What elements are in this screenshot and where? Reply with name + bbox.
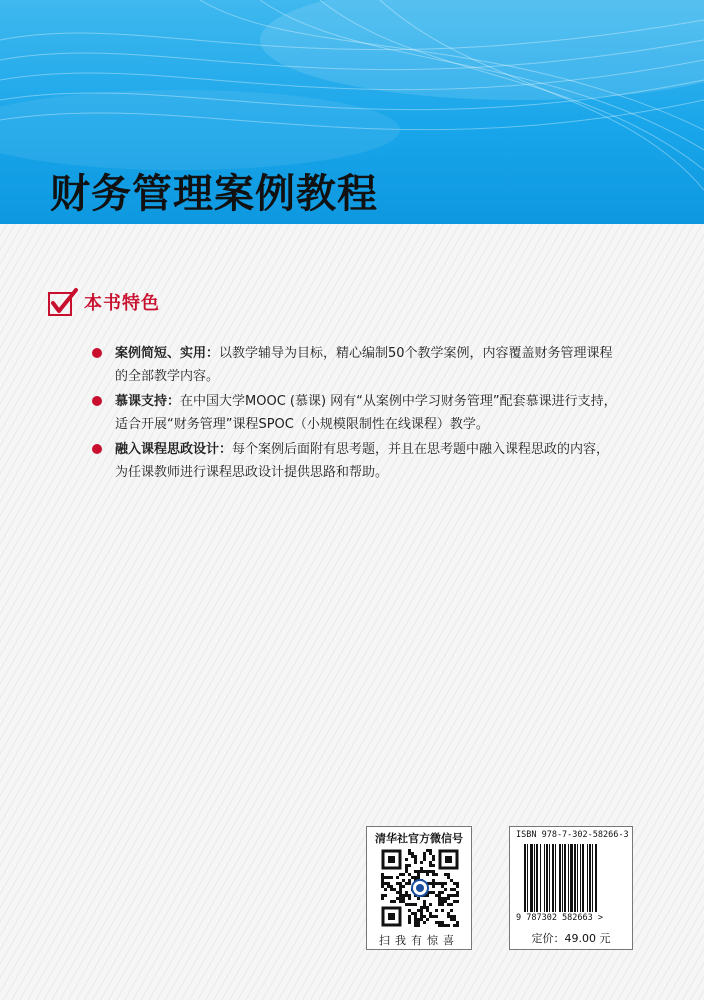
feature-item bbox=[92, 438, 622, 484]
feature-text: 每个案例后面附有思考题，并且在思考题中融入课程思政的内容，为任课教师进行课程思政设计提供思路和帮助。 bbox=[115, 442, 610, 480]
bullet-dot bbox=[92, 348, 102, 358]
features-list bbox=[92, 342, 622, 486]
checkmark-icon bbox=[48, 288, 76, 316]
bullet-dot bbox=[92, 444, 102, 454]
feature-text: 以教学辅导为目标，精心编制50个教学案例，内容覆盖财务管理课程的全部教学内容。 bbox=[115, 346, 613, 384]
barcode-icon bbox=[524, 844, 620, 912]
barcode-card bbox=[509, 826, 633, 950]
barcode-digits: 9 787302 582663 > bbox=[516, 913, 603, 923]
isbn-text: ISBN 978-7-302-58266-3 bbox=[516, 830, 629, 840]
features-title: 本书特色 bbox=[84, 293, 160, 314]
feature-item bbox=[92, 390, 622, 436]
feature-label: 融入课程思政设计： bbox=[115, 442, 233, 457]
book-title: 财务管理案例教程 bbox=[50, 170, 378, 217]
qr-caption: 扫我有惊喜 bbox=[379, 934, 459, 947]
feature-label: 案例简短、实用： bbox=[115, 346, 220, 361]
feature-label: 慕课支持： bbox=[115, 394, 181, 409]
qr-card bbox=[366, 826, 472, 950]
qr-code-icon[interactable] bbox=[381, 849, 459, 927]
features-heading bbox=[48, 286, 160, 318]
feature-text: 在中国大学MOOC (慕课) 网有“从案例中学习财务管理”配套慕课进行支持，适合开展“财务管理”课程SPOC（小规模限制性在线课程）教学。 bbox=[115, 394, 617, 432]
price-label: 定价：49.00 元 bbox=[531, 932, 611, 945]
qr-title: 清华社官方微信号 bbox=[375, 832, 463, 845]
bullet-dot bbox=[92, 396, 102, 406]
feature-item bbox=[92, 342, 622, 388]
